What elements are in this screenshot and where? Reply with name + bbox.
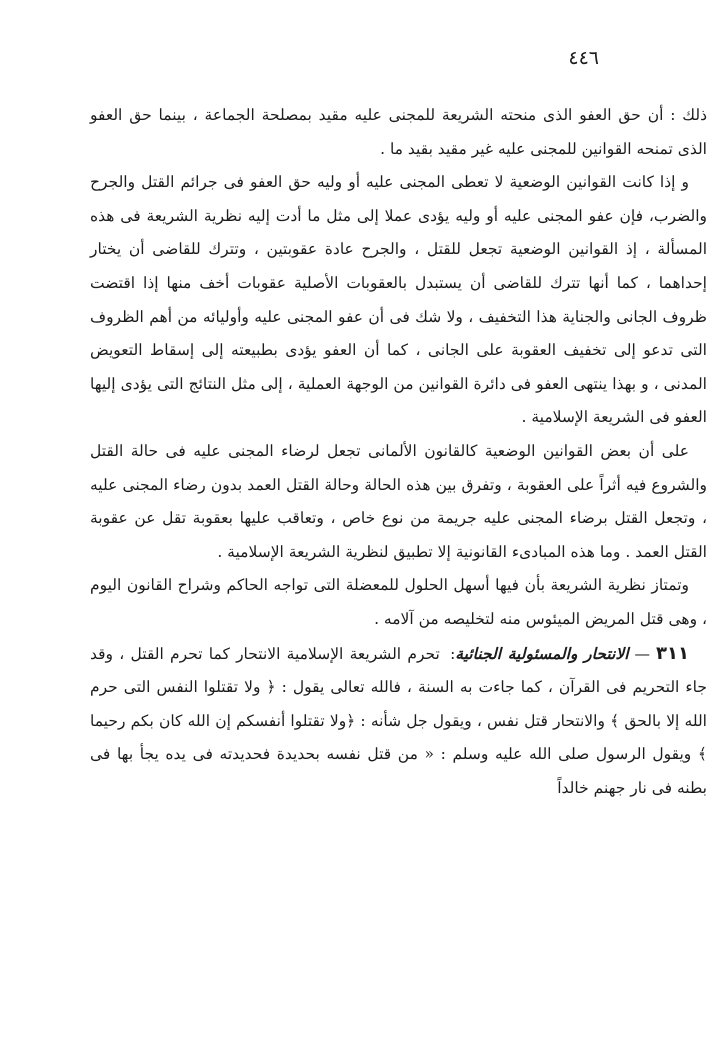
section-text: تحرم الشريعة الإسلامية الانتحار كما تحرم القتل ، وقد جاء التحريم فى القرآن ، كما جاءت به السنة ، فالله تعالى يقول : ﴿ ولا تقتلوا النفس التى حرم الله إلا بالحق ﴾ والانتحار قتل نفس ، ويقول جل شأنه : ﴿ولا تقتلوا أنفسكم إن الله كان بكم رحيما ﴾ ويقول الرسول صلى الله عليه وسلم : « من قتل نفسه بحديدة فحديدته فى يده يجأ بها فى بطنه فى نار جهنم خالداً [90, 644, 707, 797]
paragraph: على أن بعض القوانين الوضعية كالقانون الألمانى تجعل لرضاء المجنى عليه فى حالة القتل والشروع فيه أثراً على العقوبة ، وتفرق بين هذه الحالة وحالة القتل العمد بدون رضاء المجنى عليه ، وتجعل القتل برضاء المجنى عليه جريمة من نوع خاص ، وتعاقب عليها بعقوبة تقل عن عقوبة القتل العمد . وما هذه المبادىء القانونية إلا تطبيق لنظرية الشريعة الإسلامية . [90, 441, 707, 561]
paragraph: و إذا كانت القوانين الوضعية لا تعطى المجنى عليه أو وليه حق العفو فى جرائم القتل والجرح والضرب، فإن عفو المجنى عليه أو وليه يؤدى عملا إلى مثل ما أدت إليه نظرية الشريعة فى هذه المسألة ، إذ القوانين الوضعية تجعل للقتل ، والجرح عادة عقوبتين ، وتترك للقاضى أن يختار إحداهما ، كما أنها تترك للقاضى أن يستبدل بالعقوبات الأصلية عقوبات أخف منها إذا اقتضت ظروف الجانى والجناية هذا التخفيف ، ولا شك فى أن عفو المجنى عليه وأوليائه من أهم الظروف التى تدعو إلى تخفيف العقوبة على الجانى ، كما أن العفو يؤدى بطبيعته إلى إسقاط التعويض المدنى ، و بهذا ينتهى العفو فى دائرة القوانين من الوجهة العملية ، إلى مثل النتائج التى يؤدى إليها العفو فى الشريعة الإسلامية . [90, 173, 707, 427]
paragraph: وتمتاز نظرية الشريعة بأن فيها أسهل الحلول للمعضلة التى تواجه الحاكم وشراح القانون اليوم ، وهى قتل المريض الميئوس منه لتخليصه من آلامه . [90, 576, 707, 628]
page-number: ٤٤٦ [568, 47, 599, 69]
body-text [90, 99, 707, 805]
section-paragraph [90, 637, 707, 806]
section-title: الانتحار والمسئولية الجنائية [455, 643, 629, 663]
section-number: ٣١١ [656, 642, 689, 664]
section-dash: — [634, 644, 651, 663]
paragraph: ذلك : أن حق العفو الذى منحته الشريعة للمجنى عليه مقيد بمصلحة الجماعة ، بينما حق العفو الذى تمنحه القوانين للمجنى عليه غير مقيد بقيد ما . [90, 106, 707, 158]
section-colon: : [450, 644, 456, 663]
